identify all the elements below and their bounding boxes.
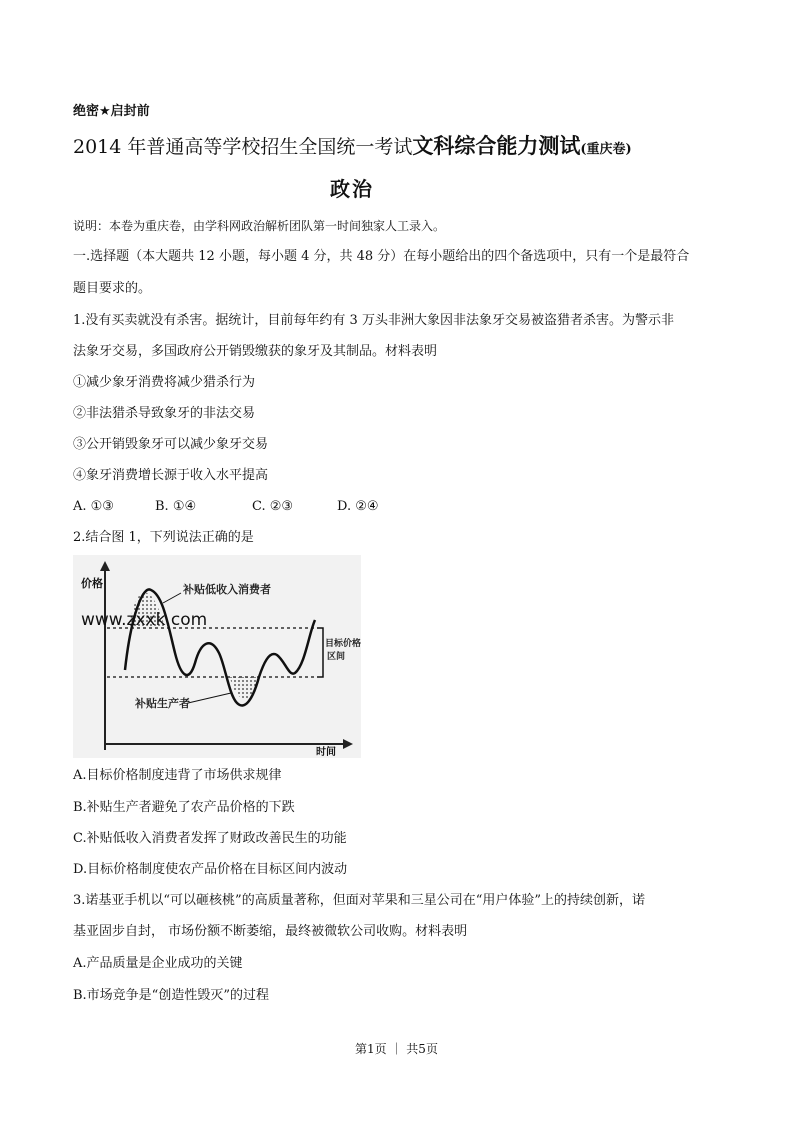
note-text: 说明：本卷为重庆卷，由学科网政治解析团队第一时间独家人工录入。 bbox=[73, 219, 446, 233]
title-main: 文科综合能力测试 bbox=[412, 133, 581, 158]
price-chart-svg bbox=[73, 555, 361, 758]
section-instruction-line2: 题目要求的。 bbox=[73, 281, 152, 296]
q2-stem: 2.结合图 1，下列说法正确的是 bbox=[73, 530, 254, 545]
q1-stem-line2: 法象牙交易，多国政府公开销毁缴获的象牙及其制品。材料表明 bbox=[73, 344, 438, 359]
producer-label: 补贴生产者 bbox=[135, 697, 190, 710]
consumer-label: 补贴低收入消费者 bbox=[183, 583, 271, 596]
q3-stem-line1: 3.诺基亚手机以“可以砸核桃”的高质量著称，但面对苹果和三星公司在“用户体验”上的持续创新，诺 bbox=[73, 893, 645, 908]
chart-watermark: www.zxxk.com bbox=[81, 610, 208, 630]
secret-label: 绝密★启封前 bbox=[73, 104, 150, 119]
section-instruction-line1: 一.选择题（本大题共 12 小题，每小题 4 分，共 48 分）在每小题给出的四个备选项中，只有一个是最符合 bbox=[73, 249, 690, 264]
q1-item-2: ②非法猎杀导致象牙的非法交易 bbox=[73, 406, 256, 421]
q2-option-c: C.补贴低收入消费者发挥了财政改善民生的功能 bbox=[73, 831, 347, 846]
y-axis-label: 价格 bbox=[81, 577, 103, 590]
q3-stem-line2: 基亚固步自封， 市场份额不断萎缩，最终被微软公司收购。材料表明 bbox=[73, 924, 468, 939]
title-prefix: 2014 年普通高等学校招生全国统一考试 bbox=[73, 136, 413, 158]
q1-option-b: B. ①④ bbox=[155, 499, 197, 514]
producer-pointer bbox=[188, 693, 231, 703]
q1-option-a: A. ①③ bbox=[73, 499, 114, 514]
q1-item-1: ①减少象牙消费将减少猎杀行为 bbox=[73, 375, 256, 390]
q2-option-b: B.补贴生产者避免了农产品价格的下跌 bbox=[73, 800, 295, 815]
q1-stem-line1: 1.没有买卖就没有杀害。据统计，目前每年约有 3 万头非洲大象因非法象牙交易被盗猎者杀害。为警示非 bbox=[73, 313, 674, 328]
x-axis-label: 时间 bbox=[316, 747, 336, 758]
y-axis-arrow bbox=[100, 561, 110, 571]
title-suffix: (重庆卷) bbox=[580, 142, 632, 157]
subject-title: 政治 bbox=[330, 177, 374, 201]
figure-1 bbox=[73, 555, 361, 758]
range-bracket bbox=[317, 628, 323, 677]
exam-title bbox=[73, 130, 632, 160]
page-footer: 第1页 ｜ 共5页 bbox=[355, 1042, 438, 1056]
q2-option-d: D.目标价格制度使农产品价格在目标区间内波动 bbox=[73, 862, 348, 877]
q1-option-c: C. ②③ bbox=[252, 499, 294, 514]
q1-option-d: D. ②④ bbox=[337, 499, 379, 514]
consumer-pointer bbox=[163, 593, 181, 603]
q3-option-b: B.市场竞争是“创造性毁灭”的过程 bbox=[73, 988, 269, 1003]
q1-item-4: ④象牙消费增长源于收入水平提高 bbox=[73, 468, 269, 483]
q3-option-a: A.产品质量是企业成功的关键 bbox=[73, 956, 243, 971]
range-label-2: 区间 bbox=[327, 652, 346, 662]
q2-option-a: A.目标价格制度违背了市场供求规律 bbox=[73, 768, 282, 783]
x-axis-arrow bbox=[343, 739, 353, 749]
q1-item-3: ③公开销毁象牙可以减少象牙交易 bbox=[73, 437, 269, 452]
range-label-1: 目标价格 bbox=[325, 639, 361, 649]
